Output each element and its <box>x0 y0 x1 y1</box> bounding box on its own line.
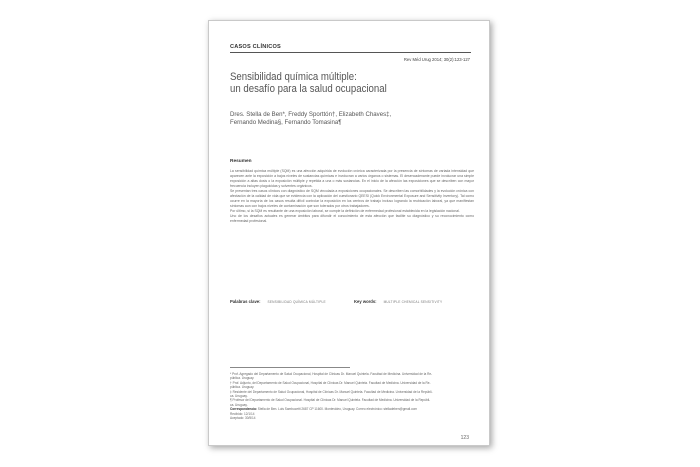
footnote-line: † Prof. Adjunto, del Departamento de Salud Ocupacional, Hospital de Clínicas Dr. Manuel Quintela. Facultad de Medicina. Universidad de la Re- <box>230 380 431 385</box>
footnote-line: pública. Uruguay. <box>230 385 255 390</box>
author-list <box>230 111 470 127</box>
title-line-1: Sensibilidad química múltiple: <box>230 71 357 83</box>
footnote-line: * Prof. Agregado del Departamento de Salud Ocupacional, Hospital de Clínicas Dr. Manuel Quintela. Facultad de Medicina. Universidad de la Re- <box>230 372 433 376</box>
accepted-date: Aceptado: 30/5/14 <box>230 416 256 421</box>
journal-page <box>208 20 490 446</box>
abstract-paragraph: Se presentan tres casos clínicos con diagnóstico de SQM vinculada a exposiciones ocupacionales. Se describen las comorbilidades y la evolución crónica con afectación de la calidad de vida que se evidencia con la aplicación del cuestionario QEESI (Quick Environmental Exposure and Sensitivity Inventory). Tal como ocurre en la mayoría de los casos resulta difícil controlar la exposición en los centros de trabajo incluso logrando la reubicación laboral, ya que manifiestan síntomas aun con bajos niveles de contaminación que son tolerados por otros trabajadores. <box>230 189 474 209</box>
section-rule <box>230 52 471 53</box>
footnote-line: ‡ Residente del Departamento de Salud Ocupacional, Hospital de Clínicas Dr. Manuel Quintela. Facultad de Medicina. Universidad de la Repúbli- <box>230 389 433 394</box>
footnote-line: ca. Uruguay. <box>230 394 248 399</box>
journal-citation: Rev Méd Urug 2014; 30(2):123-127 <box>403 57 470 62</box>
footnote-line: pública. Uruguay. <box>230 376 255 381</box>
authors-line-2: Fernando Medina§, Fernando Tomasina¶ <box>230 119 342 127</box>
keywords-value-en: MULTIPLE CHEMICAL SENSITIVITY <box>383 300 443 304</box>
keywords-value-es: SENSIBILIDAD QUÍMICA MÚLTIPLE <box>267 300 326 304</box>
received-date: Recibido: 12/1/14 <box>230 411 255 416</box>
correspondence-text: Stella de Ben. Luis Sambucetti 2687 CP 11600. Montevideo, Uruguay. Correo electrónico: stelladeben@gmail.com <box>257 407 418 412</box>
footnote-line: ¶ Profesor del Departamento de Salud Ocupacional. Hospital de Clínicas Dr. Manuel Quintela. Facultad de Medicina. Universidad de la Repúbli- <box>230 398 431 403</box>
keywords-spanish <box>230 299 326 304</box>
abstract-paragraph: Por último, si la SQM es resultante de una exposición laboral, se cumple la definición de enfermedad profesional establecida en la legislación nacional. <box>230 209 460 214</box>
footnote-line: ca. Uruguay. <box>230 402 248 407</box>
authors-line-1: Dres. Stella de Ben*, Freddy Sporttón†, Elizabeth Chaves‡, <box>230 111 392 118</box>
keywords-label-en: Key words: <box>354 299 377 304</box>
abstract-body <box>230 169 474 225</box>
abstract-paragraph: La sensibilidad química múltiple (SQM) es una afección adquirida de evolución crónica caracterizada por la presencia de síntomas de variada intensidad que aparecen ante la exposición a bajos niveles de sustancias químicas e involucran a varios órganos o sistemas. El desencadenante puede involucrar una simple exposición a altas dosis o la exposición múltiple y repetida a una o más sustancias. En el inicio de la afección las exposiciones que se describen con mayor frecuencia incluyen plaguicidas y solventes orgánicos. <box>230 169 474 189</box>
abstract-paragraph: Uno de los desafíos actuales es generar ámbitos para difundir el conocimiento de esta afección que facilite su diagnóstico y su reconocimiento como enfermedad profesional. <box>230 214 474 224</box>
page-number: 123 <box>460 435 469 441</box>
keywords-english <box>354 299 442 304</box>
footnote-rule <box>230 367 350 368</box>
title-line-2: un desafío para la salud ocupacional <box>230 83 387 96</box>
abstract-heading: Resumen <box>230 159 252 164</box>
keywords-label-es: Palabras clave: <box>230 299 261 304</box>
section-label: CASOS CLÍNICOS <box>230 44 281 50</box>
footnotes <box>230 372 470 420</box>
correspondence-label: Correspondencia: <box>230 407 257 412</box>
article-title <box>230 71 436 96</box>
